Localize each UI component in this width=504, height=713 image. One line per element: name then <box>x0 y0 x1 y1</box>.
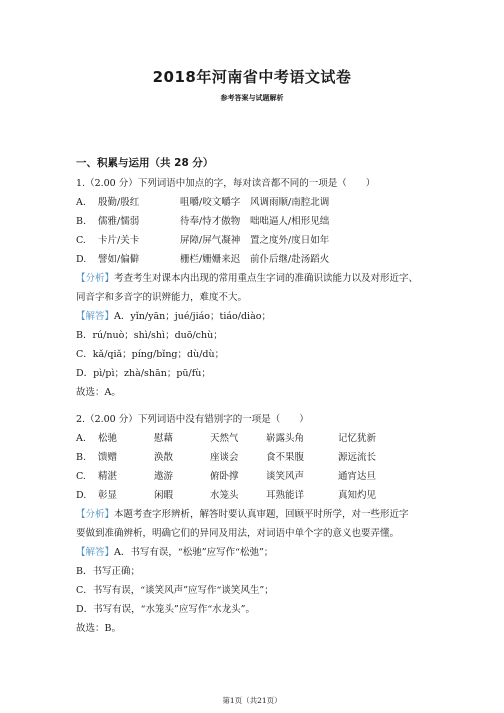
q1-answer <box>76 310 436 323</box>
q1-analysis <box>76 272 436 285</box>
analysis-text: 考查考生对课本内出现的常用重点生字词的准确识读能力以及对形近字、 <box>114 273 419 284</box>
answer-line: B．书写正确； <box>76 566 140 577</box>
q2-stem: 2.（2.00 分）下列词语中没有错别字的一项是（ ） <box>76 414 309 425</box>
q2-option-a <box>76 432 436 445</box>
option-item: 遨游 <box>154 471 174 482</box>
option-item: 精湛 <box>98 471 118 482</box>
answer-line: D．书写有误，“水笼头”应写作“水龙头”。 <box>76 604 256 615</box>
option-letter: D. <box>76 254 87 265</box>
answer-line: A．书写有误，“松驰”应写作“松弛”； <box>114 547 274 558</box>
q2-analysis-cont: 要做到准确辨析，明确它们的异同及用法，对词语中单个字的意义也要弄懂。 <box>76 528 400 539</box>
option-letter: D. <box>76 490 87 501</box>
page-footer: 第1页（共21页） <box>222 696 282 705</box>
q1-option-b <box>76 215 436 228</box>
option-letter: C. <box>76 235 86 246</box>
option-item: 俯卧撑 <box>210 471 239 482</box>
option-item: 卡片/关卡 <box>98 235 140 246</box>
option-item: 馈赠 <box>98 452 118 463</box>
q2-answer <box>76 546 436 559</box>
answer-line: C．书写有误，“谈笑风声”应写作“谈笑风生”； <box>76 585 274 596</box>
option-item: 真知灼见 <box>338 490 377 501</box>
q2-option-b <box>76 451 436 464</box>
option-item: 通宵达旦 <box>338 471 377 482</box>
option-item: 水笼头 <box>210 490 239 501</box>
answer-line: C．kǎ/qiǎ；píng/bǐng；dù/dù； <box>76 349 225 360</box>
option-item: 松驰 <box>98 433 118 444</box>
analysis-tag: 【分析】 <box>76 273 115 284</box>
option-item: 前仆后继/赴汤蹈火 <box>250 254 330 265</box>
q2-option-d <box>76 489 436 502</box>
analysis-tag: 【分析】 <box>76 509 115 520</box>
q1-analysis-cont: 同音字和多音字的识辨能力，难度不大。 <box>76 292 248 303</box>
q2-conclusion: 故选：B。 <box>76 623 121 634</box>
option-letter: B. <box>76 216 87 227</box>
q1-conclusion: 故选：A。 <box>76 387 121 398</box>
option-item: 殷勤/殷红 <box>98 197 140 208</box>
answer-tag: 【解答】 <box>76 547 115 558</box>
option-item: 屏障/屏气凝神 <box>180 235 241 246</box>
option-item: 耳熟能详 <box>266 490 305 501</box>
document-title: 2018年河南省中考语文试卷 <box>152 68 352 86</box>
option-item: 彰显 <box>98 490 118 501</box>
option-item: 谈笑风声 <box>266 471 305 482</box>
option-item: 座谈会 <box>210 452 239 463</box>
option-item: 涣散 <box>154 452 174 463</box>
answer-tag: 【解答】 <box>76 311 115 322</box>
option-item: 置之度外/度日如年 <box>250 235 330 246</box>
option-item: 记忆犹新 <box>338 433 377 444</box>
option-letter: A. <box>76 433 86 444</box>
option-item: 咀嚼/咬文嚼字 <box>180 197 241 208</box>
option-item: 风调雨顺/南腔北调 <box>250 197 330 208</box>
option-item: 栅栏/姗姗来迟 <box>180 254 241 265</box>
option-item: 儒雅/懦弱 <box>98 216 140 227</box>
q2-analysis <box>76 508 436 521</box>
option-letter: C. <box>76 471 86 482</box>
option-item: 源远流长 <box>338 452 377 463</box>
q2-option-c <box>76 470 436 483</box>
option-item: 譬如/偏僻 <box>98 254 140 265</box>
answer-line: D．pì/pì；zhà/shān；pū/fù； <box>76 368 211 379</box>
option-letter: B. <box>76 452 87 463</box>
option-item: 天然气 <box>210 433 239 444</box>
q1-option-a <box>76 196 436 209</box>
q1-stem: 1.（2.00 分）下列词语中加点的字，每对读音都不同的一项是（ ） <box>76 178 376 189</box>
option-item: 崭露头角 <box>266 433 305 444</box>
section-heading: 一、积累与运用（共 28 分） <box>76 157 214 169</box>
analysis-text: 本题考查字形辨析，解答时要认真审题，回顾平时所学，对一些形近字 <box>114 509 409 520</box>
option-item: 慰藉 <box>154 433 174 444</box>
answer-line: A．yǐn/yān；jué/jiáo；tiáo/diào； <box>114 311 271 322</box>
option-item: 食不果腹 <box>266 452 305 463</box>
option-item: 咄咄逼人/相形见绌 <box>250 216 330 227</box>
q1-option-c <box>76 234 436 247</box>
q1-option-d <box>76 253 436 266</box>
option-item: 闲暇 <box>154 490 174 501</box>
option-letter: A. <box>76 197 86 208</box>
option-item: 待奉/恃才傲物 <box>180 216 241 227</box>
answer-line: B．rú/nuò；shì/shì；duō/chù； <box>76 330 223 341</box>
document-subtitle: 参考答案与试题解析 <box>220 94 284 102</box>
